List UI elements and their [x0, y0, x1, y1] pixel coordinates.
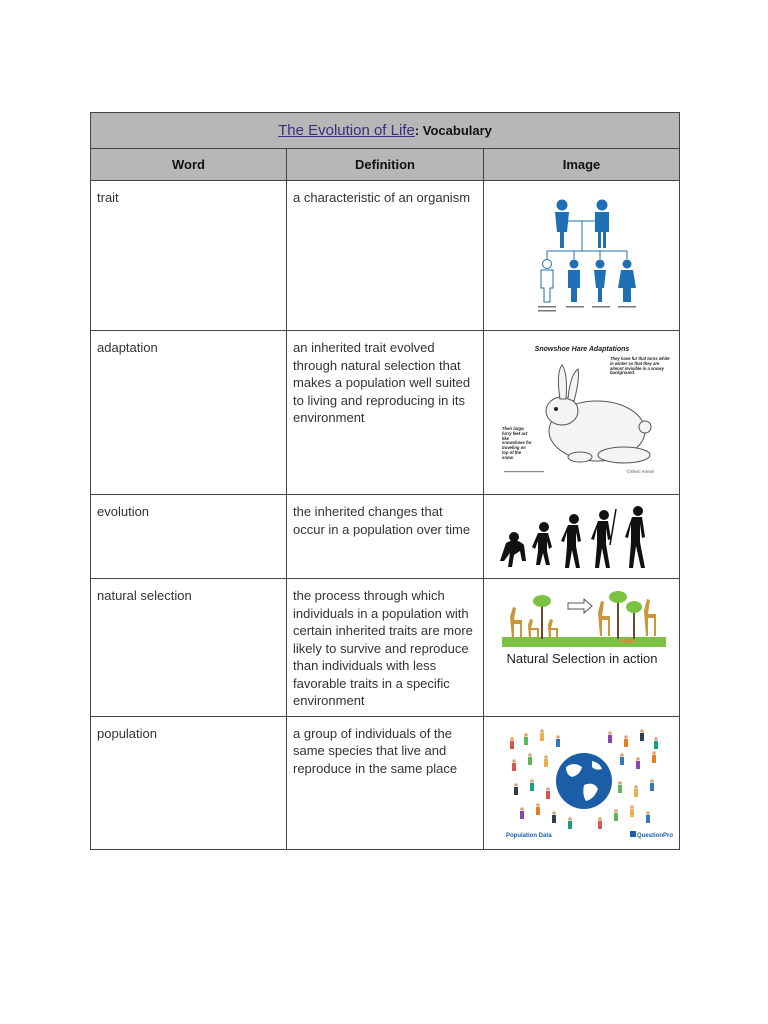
- hare-note-feet: Their large, furry feet act like snowshoes for traveling on top of the snow.: [501, 426, 532, 460]
- person-icon: [614, 809, 618, 813]
- person-icon: [546, 787, 550, 791]
- person-icon: [654, 737, 658, 741]
- word-text: trait: [97, 190, 119, 205]
- word-cell: [91, 716, 287, 849]
- person-icon: [620, 753, 624, 757]
- person-icon: [650, 779, 654, 783]
- person-icon: [568, 817, 572, 821]
- definition-text: a characteristic of an organism: [293, 190, 471, 205]
- person-icon: [510, 737, 514, 741]
- person-icon: [624, 739, 628, 747]
- definition-text: the process through which individuals in a population with certain inherited traits are more likely to survive and reproduce than individuals with less favorable traits in a specific environment: [293, 588, 473, 708]
- person-icon: [524, 733, 528, 737]
- table-row: [91, 181, 680, 331]
- table-row: [91, 579, 680, 717]
- person-icon: [598, 817, 602, 821]
- image-cell: [484, 495, 680, 579]
- person-icon: [634, 789, 638, 797]
- person-icon: [528, 753, 532, 757]
- person-icon: [530, 783, 534, 791]
- word-cell: [91, 579, 287, 717]
- family-tree-icon: [502, 191, 662, 321]
- person-icon: [520, 811, 524, 819]
- evolution-progress-icon: [492, 499, 672, 575]
- person-icon: [636, 761, 640, 769]
- definition-cell: [287, 495, 484, 579]
- definition-cell: [287, 331, 484, 495]
- hare-note-fur: They have fur that turns white in winter so that they are almost invisible in a snowy background.: [609, 356, 670, 376]
- person-icon: [552, 811, 556, 815]
- person-icon: [630, 805, 634, 809]
- image-cell: [484, 579, 680, 717]
- hare-title: Snowshoe Hare Adaptations: [534, 346, 629, 353]
- person-icon: [630, 809, 634, 817]
- person-icon: [640, 733, 644, 741]
- person-icon: [536, 807, 540, 815]
- person-icon: [512, 763, 516, 771]
- snowshoe-hare-icon: [492, 339, 672, 487]
- person-icon: [652, 751, 656, 755]
- word-cell: [91, 181, 287, 331]
- person-icon: [650, 783, 654, 791]
- person-icon: [568, 821, 572, 829]
- image-cell: [484, 331, 680, 495]
- person-icon: [618, 781, 622, 785]
- person-icon: [652, 755, 656, 763]
- person-icon: [654, 741, 658, 749]
- person-icon: [520, 807, 524, 811]
- header-word: Word: [91, 149, 287, 181]
- person-icon: [636, 757, 640, 761]
- word-cell: [91, 331, 287, 495]
- natural-selection-caption: Natural Selection in action: [505, 651, 658, 666]
- person-icon: [546, 791, 550, 799]
- person-icon: [556, 735, 560, 739]
- population-data-label: Population Data: [505, 832, 552, 839]
- person-icon: [556, 739, 560, 747]
- person-icon: [620, 757, 624, 765]
- header-image: Image: [484, 149, 680, 181]
- word-cell: [91, 495, 287, 579]
- definition-text: an inherited trait evolved through natural selection that makes a population well suited to living and reproducing in its environment: [293, 340, 471, 425]
- person-icon: [552, 815, 556, 823]
- word-text: natural selection: [97, 588, 192, 603]
- person-icon: [544, 759, 548, 767]
- globe-population-icon: [492, 725, 672, 845]
- definition-cell: [287, 579, 484, 717]
- person-icon: [608, 735, 612, 743]
- person-icon: [544, 755, 548, 759]
- person-icon: [514, 787, 518, 795]
- definition-text: a group of individuals of the same species that live and reproduce in the same place: [293, 725, 458, 776]
- person-icon: [646, 815, 650, 823]
- person-icon: [640, 729, 644, 733]
- person-icon: [646, 811, 650, 815]
- vocabulary-table: [90, 112, 680, 850]
- table-row: [91, 495, 680, 579]
- person-icon: [598, 821, 602, 829]
- person-icon: [618, 785, 622, 793]
- hare-credit: ©Sheri Amsel: [626, 469, 654, 474]
- definition-text: the inherited changes that occur in a population over time: [293, 504, 471, 537]
- word-text: population: [97, 725, 157, 741]
- giraffes-icon: [492, 587, 672, 671]
- person-icon: [540, 729, 544, 733]
- person-icon: [530, 779, 534, 783]
- person-icon: [614, 813, 618, 821]
- person-icon: [524, 737, 528, 745]
- person-icon: [536, 803, 540, 807]
- person-icon: [528, 757, 532, 765]
- person-icon: [512, 759, 516, 763]
- person-icon: [634, 785, 638, 789]
- table-row: [91, 331, 680, 495]
- person-icon: [540, 733, 544, 741]
- person-icon: [624, 735, 628, 739]
- person-icon: [514, 783, 518, 787]
- title-suffix: : Vocabulary: [414, 122, 492, 138]
- questionpro-label: QuestionPro: [636, 832, 673, 839]
- image-cell: [484, 181, 680, 331]
- person-icon: [510, 741, 514, 749]
- table-row: [91, 716, 680, 849]
- definition-cell: [287, 716, 484, 849]
- table-title: [91, 113, 680, 149]
- definition-cell: [287, 181, 484, 331]
- image-cell: [484, 716, 680, 849]
- header-definition: Definition: [287, 149, 484, 181]
- word-text: adaptation: [97, 340, 158, 355]
- title-link[interactable]: The Evolution of Life: [278, 121, 415, 139]
- word-text: evolution: [97, 504, 150, 519]
- person-icon: [608, 731, 612, 735]
